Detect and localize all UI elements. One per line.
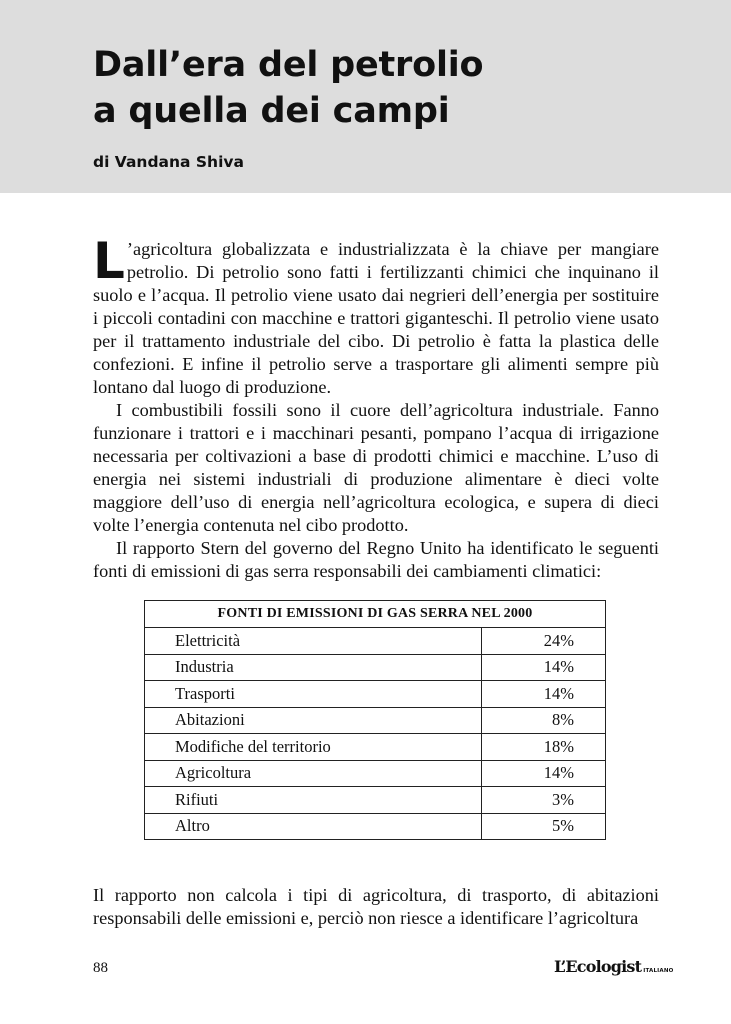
emission-value: 14% <box>482 654 606 681</box>
emission-source: Rifiuti <box>145 787 482 814</box>
table-row <box>145 681 606 708</box>
emission-source: Altro <box>145 813 482 840</box>
drop-cap: L <box>93 232 125 290</box>
emission-value: 14% <box>482 760 606 787</box>
paragraph-1-text: ’agricoltura globalizzata e industrializzata è la chiave per mangiare petrolio. Di petrolio sono fatti i fertilizzanti chimici che inquinano il suolo e l’acqua. Il petrolio viene usato dai negrieri dell’energia per sostituire i piccoli contadini con macchine e trattori giganteschi. Il petrolio viene usato per il trattamento industriale del cibo. Di petrolio è fatta la plastica delle confezioni. E infine il petrolio serve a trasportare gli alimenti sempre più lontano dal luogo di produzione. <box>93 239 659 397</box>
table-row <box>145 654 606 681</box>
emission-value: 24% <box>482 628 606 655</box>
article-author: di Vandana Shiva <box>93 153 244 171</box>
emission-value: 18% <box>482 734 606 761</box>
emission-value: 8% <box>482 707 606 734</box>
table-body <box>145 628 606 840</box>
table-row <box>145 813 606 840</box>
closing-text <box>93 884 659 930</box>
emission-value: 3% <box>482 787 606 814</box>
table-row <box>145 787 606 814</box>
emission-value: 5% <box>482 813 606 840</box>
emission-source: Industria <box>145 654 482 681</box>
paragraph-2: I combustibili fossili sono il cuore dell’agricoltura industriale. Fanno funzionare i trattori e i macchinari pesanti, pompano l’acqua di irrigazione necessaria per coltivazioni a base di prodotti chimici e macchine. L’uso di energia nei sistemi industriali di produzione alimentare è dieci volte maggiore dell’uso di energia nell’agricoltura ecologica, e supera di dieci volte l’energia contenuta nel cibo prodotto. <box>93 400 659 535</box>
paragraph-3: Il rapporto Stern del governo del Regno Unito ha identificato le seguenti fonti di emissioni di gas serra responsabili dei cambiamenti climatici: <box>93 538 659 581</box>
intro-text <box>93 232 659 583</box>
emission-source: Elettricità <box>145 628 482 655</box>
article-title <box>93 42 483 134</box>
logo-sub: ITALIANO <box>643 968 674 974</box>
paragraph-1 <box>93 232 659 399</box>
title-line-1: Dall’era del petrolio <box>93 45 484 85</box>
page-number: 88 <box>93 960 108 976</box>
paragraph-4: Il rapporto non calcola i tipi di agricoltura, di trasporto, di abitazioni responsabili delle emissioni e, perciò non riesce a identificare l’agricoltura <box>93 885 659 928</box>
emission-source: Abitazioni <box>145 707 482 734</box>
table-row <box>145 707 606 734</box>
table-title: FONTI DI EMISSIONI DI GAS SERRA NEL 2000 <box>145 601 606 628</box>
title-line-2: a quella dei campi <box>93 91 450 131</box>
emission-source: Agricoltura <box>145 760 482 787</box>
table-row <box>145 760 606 787</box>
emission-source: Modifiche del territorio <box>145 734 482 761</box>
emission-value: 14% <box>482 681 606 708</box>
publication-logo <box>554 957 674 976</box>
table-row <box>145 628 606 655</box>
emission-source: Trasporti <box>145 681 482 708</box>
logo-main: L’Ecologist <box>554 957 642 976</box>
emissions-table <box>144 600 606 840</box>
table-row <box>145 734 606 761</box>
